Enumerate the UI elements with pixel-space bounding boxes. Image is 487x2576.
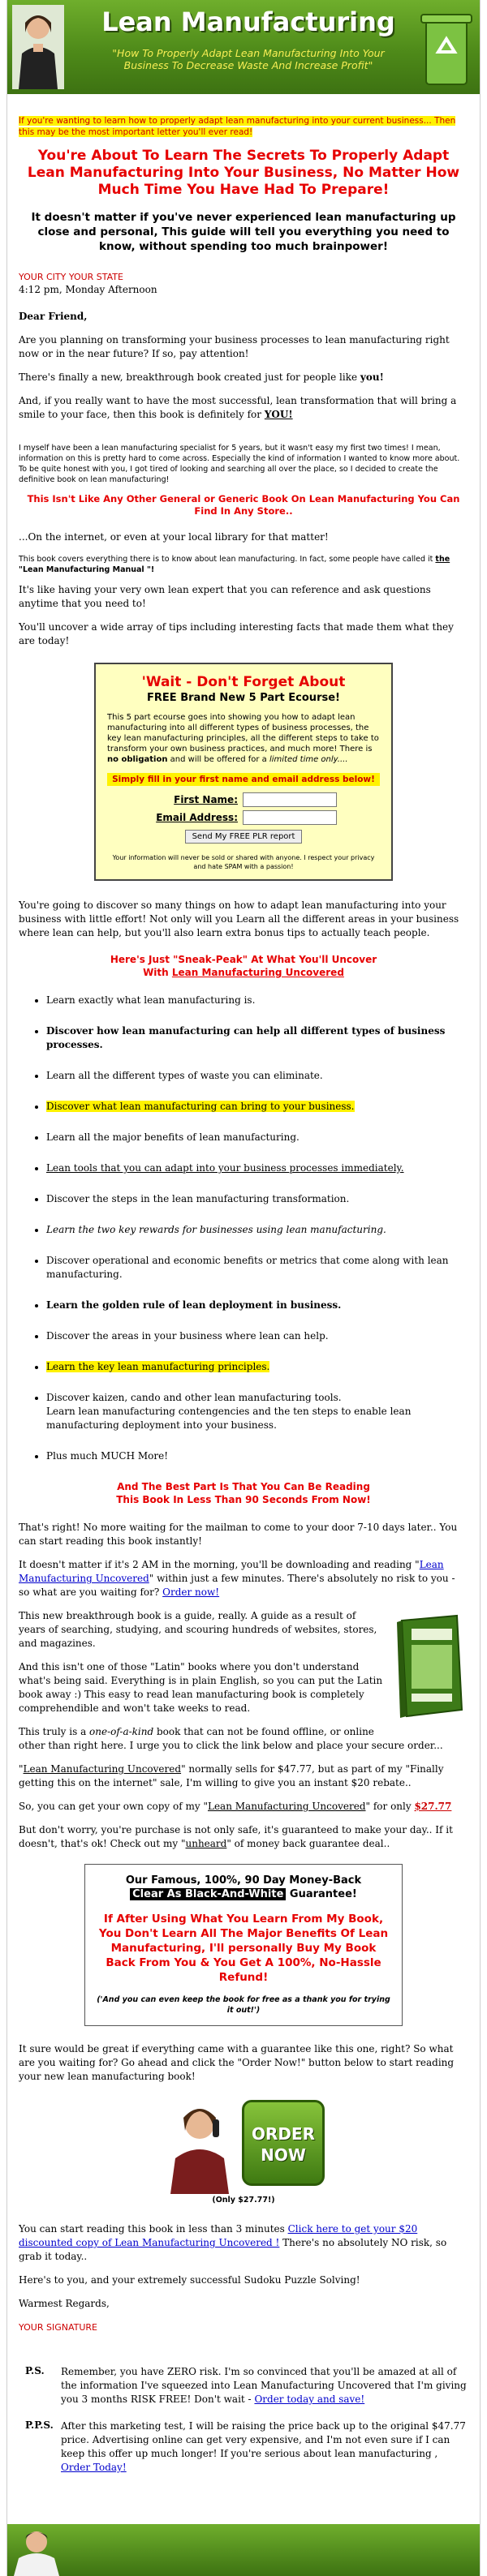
- optin-free-title: FREE Brand New 5 Part Ecourse!: [147, 692, 340, 704]
- ps-label: P.S.: [25, 2365, 45, 2376]
- paragraph-12: This new breakthrough book is a guide, really. A guide as a result of years of searching, studying, and scouring hundreds of websites, stores, and magazines.: [19, 1610, 377, 1649]
- paragraph-7: It's like having your very own lean expert that you can reference and ask questions anytime that you need to!: [19, 584, 431, 609]
- paragraph-14: This truly is a one-of-a-kind book that can not be found offline, or online other than right here. I urge you to click the link below and place your secure order...: [19, 1726, 443, 1751]
- guarantee-title: Our Famous, 100%, 90 Day Money-Back: [125, 1874, 362, 1887]
- first-name-field[interactable]: [243, 792, 337, 807]
- paragraph-10: That's right! No more waiting for the mailman to come to your door 7-10 days later.. You can start reading this book instantly!: [19, 1522, 458, 1547]
- paragraph-16: So, you can get your own copy of my "Lean Manufacturing Uncovered" for only $27.77: [19, 1801, 452, 1812]
- pps-label: P.P.S.: [25, 2419, 54, 2431]
- list-item: • Discover the areas in your business where lean can help.: [46, 1329, 468, 1343]
- optin-instructions: Simply fill in your first name and email address below!: [107, 773, 380, 786]
- list-item: • Learn all the different types of waste you can eliminate.: [46, 1069, 468, 1083]
- list-item: • Discover how lean manufacturing can help all different types of business processes.: [46, 1024, 468, 1052]
- send-report-button[interactable]: Send My FREE PLR report: [185, 830, 303, 844]
- email-label: Email Address:: [156, 812, 238, 823]
- paragraph-3: And, if you really want to have the most successful, lean transformation that will bring a smile to your face, then this book is definitely for YOU!: [19, 395, 457, 420]
- list-item: • Learn the two key rewards for businesses using lean manufacturing.: [46, 1223, 468, 1237]
- paragraph-15: "Lean Manufacturing Uncovered" normally sells for $47.77, but as part of my "Finally getting this on the internet" sale, I'm willing to give you an instant $20 rebate..: [19, 1763, 444, 1788]
- paragraph-19: You can start reading this book in less than 3 minutes Click here to get your $20 discounted copy of Lean Manufacturing Uncovered ! There's no absolutely NO risk, so grab it today..: [19, 2223, 447, 2262]
- headline: You're About To Learn The Secrets To Properly Adapt Lean Manufacturing Into Your Business, No Matter How Much Time You Have Had To Prepare!: [27, 148, 460, 198]
- paragraph-2: There's finally a new, breakthrough book created just for people like you!: [19, 371, 384, 383]
- paragraph-18: It sure would be great if everything came with a guarantee like this one, right? So what are you waiting for? Go ahead and click the "Order Now!" button below to start reading your new lean manufacturing book!: [19, 2043, 455, 2082]
- paragraph-13: And this isn't one of those "Latin" books where you don't understand what's being said. Everything is in plain English, so you can put the Latin book away :) This easy to read lean manufacturing book is completely comprehendible and won't take weeks to read.: [19, 1661, 383, 1714]
- price-note: (Only $27.77!): [212, 2196, 275, 2205]
- paragraph-11: It doesn't matter if it's 2 AM in the morning, you'll be downloading and reading "Lean Manufacturing Uncovered" within just a few minutes. There's absolutely no risk to you - so what are you waiting for? Order now!: [19, 1559, 455, 1598]
- best-part-heading: And The Best Part Is That You Can Be Reading This Book In Less Than 90 Seconds From Now!: [116, 1481, 371, 1505]
- optin-box: [94, 663, 393, 881]
- timestamp: 4:12 pm, Monday Afternoon: [19, 284, 157, 295]
- paragraph-8: You'll uncover a wide array of tips including interesting facts that made them what they are today!: [19, 621, 454, 646]
- woman-photo: [12, 5, 64, 89]
- sneak-peek-heading: Here's Just "Sneak-Peak" At What You'll Uncover With Lean Manufacturing Uncovered: [110, 954, 377, 978]
- paragraph-6: This book covers everything there is to know about lean manufacturing. In fact, some people have called it the "Lean Manufacturing Manual "!: [19, 555, 450, 574]
- subheadline: It doesn't matter if you've never experienced lean manufacturing up close and personal, This guide will tell you everything you need to know, without spending too much brainpower!: [31, 211, 456, 253]
- site-subtitle: "How To Properly Adapt Lean Manufacturing Into Your Business To Decrease Waste And Increase Profit": [112, 47, 385, 71]
- optin-description: This 5 part ecourse goes into showing you how to adapt lean manufacturing into all different types of business processes, the key lean manufacturing principles, all the different steps to take to transform your own business practices, and much more! There is no obligation and will be offered for a limited time only....: [107, 713, 379, 764]
- list-item: • Discover operational and economic benefits or metrics that come along with lean manufacturing.: [46, 1254, 468, 1282]
- not-like-heading: This Isn't Like Any Other General or Generic Book On Lean Manufacturing You Can Find In Any Store..: [27, 493, 460, 517]
- man-photo: [12, 2524, 61, 2576]
- list-item: • Learn exactly what lean manufacturing is.: [46, 994, 468, 1007]
- postscript: [19, 2365, 468, 2406]
- footer-banner: [7, 2524, 480, 2576]
- email-row: [107, 810, 380, 825]
- paragraph-4: I myself have been a lean manufacturing specialist for 5 years, but it wasn't easy my first two times! I mean, information on this is pretty hard to come across. Especially the kind of information I wanted to know more about. To be quite honest with you, I got tired of looking and searching all over the place, so I decided to create the definitive book on lean manufacturing!: [19, 444, 460, 484]
- woman-on-phone-photo: [162, 2093, 237, 2194]
- order-today-save-link[interactable]: Order today and save!: [254, 2394, 365, 2405]
- guarantee-subtitle: Clear As Black-And-White Guarantee!: [95, 1888, 392, 1900]
- signature-placeholder: YOUR SIGNATURE: [19, 2322, 97, 2333]
- post-postscript: [19, 2419, 468, 2475]
- location-placeholder: YOUR CITY YOUR STATE: [19, 272, 123, 282]
- privacy-note: Your information will never be sold or shared with anyone. I respect your privacy and hate SPAM with a passion!: [112, 854, 375, 870]
- paragraph-1: Are you planning on transforming your business processes to lean manufacturing right now or in the near future? If so, pay attention!: [19, 334, 450, 359]
- paragraph-17: But don't worry, you're purchase is not only safe, it's guaranteed to make your day.. If it doesn't, that's ok! Check out my "unheard" of money back guarantee deal..: [19, 1824, 453, 1849]
- signoff: Warmest Regards,: [19, 2298, 110, 2309]
- paragraph-20: Here's to you, and your extremely successful Sudoku Puzzle Solving!: [19, 2274, 360, 2286]
- list-item: • Discover what lean manufacturing can bring to your business.: [46, 1100, 468, 1114]
- list-item: • Learn the golden rule of lean deployment in business.: [46, 1299, 468, 1312]
- main-content: [7, 94, 480, 2475]
- intro-callout: If you're wanting to learn how to properly adapt lean manufacturing into your current business... Then this may be the most important letter you'll ever read!: [19, 116, 456, 137]
- order-now-button[interactable]: [162, 2093, 325, 2194]
- ebook-cover-image: [394, 1614, 465, 1719]
- list-item: • Discover kaizen, cando and other lean manufacturing tools. Learn lean manufacturing contengencies and the ten steps to enable lean manufacturing deployment into your business.: [46, 1391, 468, 1432]
- guarantee-body: If After Using What You Learn From My Book, You Don't Learn All The Major Benefits Of Lean Manufacturing, I'll personally Buy My Book Back From You & You Get A 100%, No-Hassle Refund!: [98, 1913, 389, 1984]
- product-link[interactable]: Lean Manufacturing Uncovered: [19, 1559, 444, 1584]
- recycle-bin-icon: [418, 6, 475, 88]
- benefits-list: [19, 994, 468, 1463]
- guarantee-box: [84, 1864, 403, 2026]
- guarantee-note: ('And you can even keep the book for free as a thank you for trying it out!'): [97, 1995, 390, 2015]
- greeting: Dear Friend,: [19, 311, 88, 322]
- list-item: • Learn the key lean manufacturing principles.: [46, 1360, 468, 1374]
- header-banner: [7, 0, 480, 94]
- paragraph-5: ...On the internet, or even at your local library for that matter!: [19, 531, 329, 543]
- list-item: • Lean tools that you can adapt into your business processes immediately.: [46, 1161, 468, 1175]
- sales-page: [6, 0, 481, 2576]
- discount-link[interactable]: Click here to get your $20 discounted copy of Lean Manufacturing Uncovered !: [19, 2223, 418, 2248]
- list-item: • Discover the steps in the lean manufacturing transformation.: [46, 1192, 468, 1206]
- first-name-row: [107, 792, 380, 807]
- order-now-link[interactable]: Order now!: [162, 1586, 220, 1598]
- optin-wait-title: 'Wait - Don't Forget About: [141, 674, 346, 690]
- list-item: • Learn all the major benefits of lean manufacturing.: [46, 1131, 468, 1144]
- list-item: • Plus much MUCH More!: [46, 1449, 468, 1463]
- order-today-link[interactable]: Order Today!: [61, 2462, 127, 2473]
- email-field[interactable]: [243, 810, 337, 825]
- order-now-label[interactable]: ORDER NOW: [242, 2100, 325, 2186]
- pps-text: After this marketing test, I will be raising the price back up to the original $47.77 price. Advertising online can get very expensive, and I'm not even sure if I can keep this offer up much longer! If you're serious about lean manufacturing , Order Today!: [61, 2420, 466, 2473]
- first-name-label: First Name:: [174, 794, 238, 805]
- site-title: Lean Manufacturing: [101, 6, 395, 37]
- paragraph-9: You're going to discover so many things on how to adapt lean manufacturing into your business with little effort! Not only will you Learn all the different areas in your business where lean can help, but you'll also learn extra bonus tips to actually teach people.: [19, 899, 459, 938]
- ps-text: Remember, you have ZERO risk. I'm so convinced that you'll be amazed at all of the information I've squeezed into Lean Manufacturing Uncovered that I'm giving you 3 months RISK FREE! Don't wait - Order today and save!: [61, 2366, 467, 2405]
